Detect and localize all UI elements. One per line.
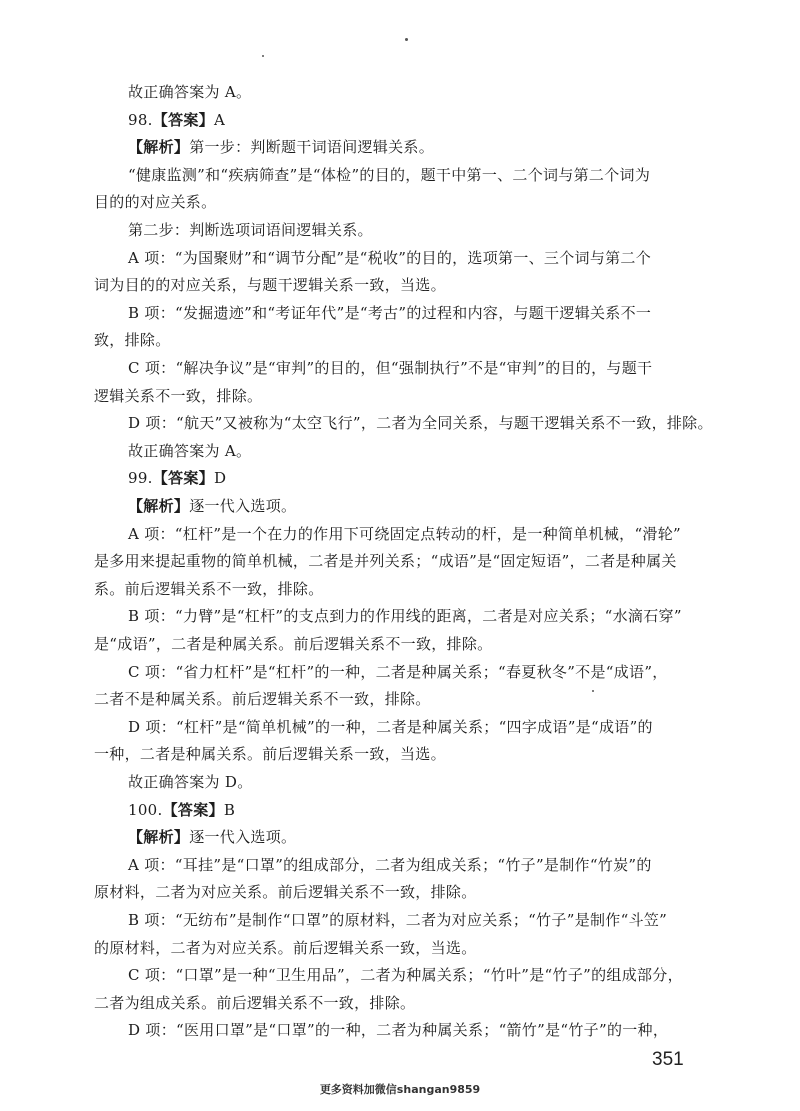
option-99-c: C 项：“省力杠杆”是“杠杆”的一种，二者是种属关系；“春夏秋冬”不是“成语”， bbox=[128, 662, 668, 681]
analysis-98-step1: 【解析】第一步：判断题干词语间逻辑关系。 bbox=[128, 138, 435, 157]
conclusion-99: 故正确答案为 D。 bbox=[128, 773, 253, 791]
answer-100-heading: 100.【答案】B bbox=[128, 800, 236, 819]
option-99-b: B 项：“力臂”是“杠杆”的支点到力的作用线的距离，二者是对应关系；“水滴石穿” bbox=[128, 607, 682, 626]
page-number: 351 bbox=[652, 1049, 684, 1070]
analysis-98-step2: 第二步：判断选项词语间逻辑关系。 bbox=[128, 221, 373, 239]
section-marker: 【解析】 bbox=[128, 828, 190, 847]
scan-speck bbox=[592, 690, 594, 692]
analysis-98-text: “健康监测”和“疾病筛查”是“体检”的目的，题干中第一、二个词与第二个词为 bbox=[128, 165, 651, 184]
answer-99-heading: 99.【答案】D bbox=[128, 469, 227, 488]
section-marker: 【解析】 bbox=[128, 138, 190, 157]
analysis-100: 【解析】逐一代入选项。 bbox=[128, 828, 297, 847]
section-marker: 【答案】 bbox=[152, 469, 214, 488]
option-99-a: A 项：“杠杆”是一个在力的作用下可绕固定点转动的杆，是一种简单机械，“滑轮” bbox=[128, 524, 681, 543]
option-98-b: B 项：“发掘遗迹”和“考证年代”是“考古”的过程和内容，与题干逻辑关系不一 bbox=[128, 303, 652, 322]
option-100-c: 二者为组成关系。前后逻辑关系不一致，排除。 bbox=[94, 993, 416, 1012]
option-99-b: 是“成语”，二者是种属关系。前后逻辑关系不一致，排除。 bbox=[94, 635, 493, 653]
option-98-b: 致，排除。 bbox=[94, 331, 171, 350]
option-99-a: 是多用来提起重物的简单机械，二者是并列关系；“成语”是“固定短语”，二者是种属关 bbox=[94, 552, 677, 571]
option-100-c: C 项：“口罩”是一种“卫生用品”，二者为种属关系；“竹叶”是“竹子”的组成部分， bbox=[128, 966, 683, 985]
option-98-d: D 项：“航天”又被称为“太空飞行”，二者为全同关系，与题干逻辑关系不一致，排除。 bbox=[128, 414, 713, 433]
option-98-c: C 项：“解决争议”是“审判”的目的，但“强制执行”不是“审判”的目的，与题干 bbox=[128, 359, 653, 377]
option-100-a: A 项：“耳挂”是“口罩”的组成部分，二者为组成关系；“竹子”是制作“竹炭”的 bbox=[128, 855, 652, 874]
option-100-d: D 项：“医用口罩”是“口罩”的一种，二者为种属关系；“箭竹”是“竹子”的一种， bbox=[128, 1021, 669, 1040]
option-99-d: D 项：“杠杆”是“简单机械”的一种，二者是种属关系；“四字成语”是“成语”的 bbox=[128, 717, 653, 736]
conclusion-97: 故正确答案为 A。 bbox=[128, 83, 252, 101]
option-99-d: 一种，二者是种属关系。前后逻辑关系一致，当选。 bbox=[94, 745, 446, 764]
option-98-a: 词为目的的对应关系，与题干逻辑关系一致，当选。 bbox=[94, 276, 446, 295]
section-marker: 【解析】 bbox=[128, 497, 190, 515]
analysis-99: 【解析】逐一代入选项。 bbox=[128, 497, 297, 515]
option-99-a: 系。前后逻辑关系不一致，排除。 bbox=[94, 579, 324, 598]
section-marker: 【答案】 bbox=[162, 800, 224, 819]
scan-speck bbox=[405, 38, 408, 41]
option-98-c: 逻辑关系不一致，排除。 bbox=[94, 386, 263, 405]
option-98-a: A 项：“为国聚财”和“调节分配”是“税收”的目的，选项第一、三个词与第二个 bbox=[128, 248, 652, 267]
option-99-c: 二者不是种属关系。前后逻辑关系不一致，排除。 bbox=[94, 690, 431, 709]
conclusion-98: 故正确答案为 A。 bbox=[128, 441, 252, 460]
scan-speck bbox=[262, 55, 264, 57]
option-100-b: 的原材料，二者为对应关系。前后逻辑关系一致，当选。 bbox=[94, 938, 477, 957]
option-100-b: B 项：“无纺布”是制作“口罩”的原材料，二者为对应关系；“竹子”是制作“斗笠” bbox=[128, 911, 668, 929]
option-100-a: 原材料，二者为对应关系。前后逻辑关系不一致，排除。 bbox=[94, 883, 477, 902]
section-marker: 【答案】 bbox=[152, 110, 214, 129]
analysis-98-text: 目的的对应关系。 bbox=[94, 193, 217, 212]
footer-watermark-text: 更多资料加微信shangan9859 bbox=[319, 1083, 481, 1096]
answer-98-heading: 98.【答案】A bbox=[128, 110, 226, 129]
